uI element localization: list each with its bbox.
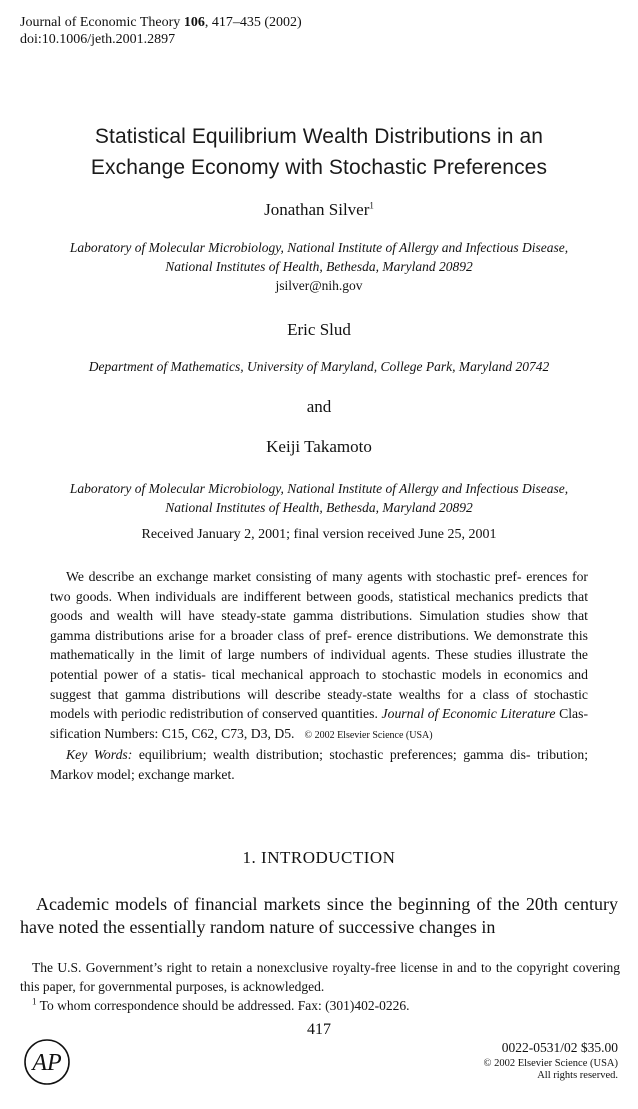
- keywords: [50, 745, 588, 784]
- affiliation-line: National Institutes of Health, Bethesda, Maryland 20892: [165, 259, 473, 274]
- author-silver: [0, 200, 638, 220]
- received-dates: Received January 2, 2001; final version received June 25, 2001: [141, 527, 497, 542]
- logo-text: AP: [32, 1050, 62, 1076]
- author-name: Jonathan Silver: [264, 200, 370, 219]
- author-slud: Eric Slud: [287, 320, 351, 339]
- abstract: [50, 567, 588, 785]
- affiliation-line: Laboratory of Molecular Microbiology, National Institute of Allergy and Infectious Disease,: [69, 240, 569, 255]
- journal-volume: 106: [183, 15, 205, 30]
- footnote-government: The U.S. Government’s right to retain a nonexclusive royalty-free license in and to the copyright covering this paper, for governmental purposes, is acknowledged.: [20, 960, 620, 994]
- rights-line-2: All rights reserved.: [537, 1070, 618, 1081]
- journal-header: [20, 14, 302, 48]
- keywords-label: Key Words:: [66, 747, 133, 763]
- abstract-text: We describe an exchange market consisting of many agents with stochastic pref- erences for two goods. When individuals are indifferent between goods, statistical mechanics predicts that goods and wealth will have steady-state gamma distributions. Simulation studies show that gamma distributions arise for a broader class of pref- erence distributions. We demonstrate this mathematically in the limit of large numbers of individual agents. These studies illustrate the potential power of a statis- tical mechanical approach to stochastic models in economics and suggest that gamma distributions will describe steady-state wealths for a class of stochastic models with periodic redistribution of conserved quantities.: [50, 569, 588, 722]
- affiliation-silver: [0, 238, 638, 276]
- body-text: [20, 893, 618, 939]
- rights-line-1: © 2002 Elsevier Science (USA): [483, 1058, 618, 1069]
- title-line-1: Statistical Equilibrium Wealth Distributions in an: [94, 125, 544, 148]
- publisher-logo: [22, 1037, 72, 1087]
- and-word: and: [306, 397, 332, 416]
- author-email: jsilver@nih.gov: [275, 278, 363, 293]
- footnote-1-mark: 1: [32, 996, 37, 1007]
- jel-text: Clas- sification Numbers: C15, C62, C73, D3, D5.: [50, 706, 589, 741]
- section-heading: 1. INTRODUCTION: [242, 848, 396, 867]
- journal-citation: Journal of Economic Theory 106, 417–435 (2002): [20, 15, 302, 30]
- rights-notice: [483, 1058, 618, 1082]
- abstract-copyright: © 2002 Elsevier Science (USA): [304, 729, 433, 741]
- keywords-text: equilibrium; wealth distribution; stochastic preferences; gamma dis- tribution; Markov model; exchange market.: [50, 747, 588, 782]
- affiliation-line: National Institutes of Health, Bethesda, Maryland 20892: [165, 500, 473, 515]
- footnote-1: [20, 996, 620, 1015]
- journal-name: Journal of Economic Theory: [20, 15, 181, 30]
- author-footnote-mark: 1: [369, 200, 374, 211]
- paper-title: [0, 121, 638, 183]
- affiliation-takamoto: [0, 479, 638, 517]
- issn-price: 0022-0531/02 $35.00: [501, 1040, 618, 1055]
- journal-pages: 417–435 (2002): [211, 15, 302, 30]
- ap-logo-icon: [22, 1037, 72, 1087]
- intro-paragraph: Academic models of financial markets since the beginning of the 20th century have noted the essentially random nature of successive changes in: [20, 894, 618, 937]
- affiliation-line: Laboratory of Molecular Microbiology, National Institute of Allergy and Infectious Disease,: [69, 481, 569, 496]
- affiliation-slud: Department of Mathematics, University of Maryland, College Park, Maryland 20742: [88, 359, 550, 374]
- jel-label: Journal of Economic Literature: [381, 706, 556, 722]
- title-line-2: Exchange Economy with Stochastic Preferences: [90, 156, 548, 179]
- abstract-paragraph: [50, 567, 588, 745]
- footnotes: [20, 958, 620, 1015]
- author-takamoto: Keiji Takamoto: [266, 437, 372, 456]
- footnote-1-text: To whom correspondence should be addressed. Fax: (301)402-0226.: [39, 998, 410, 1013]
- journal-doi: doi:10.1006/jeth.2001.2897: [20, 32, 176, 47]
- page-number: 417: [307, 1021, 331, 1038]
